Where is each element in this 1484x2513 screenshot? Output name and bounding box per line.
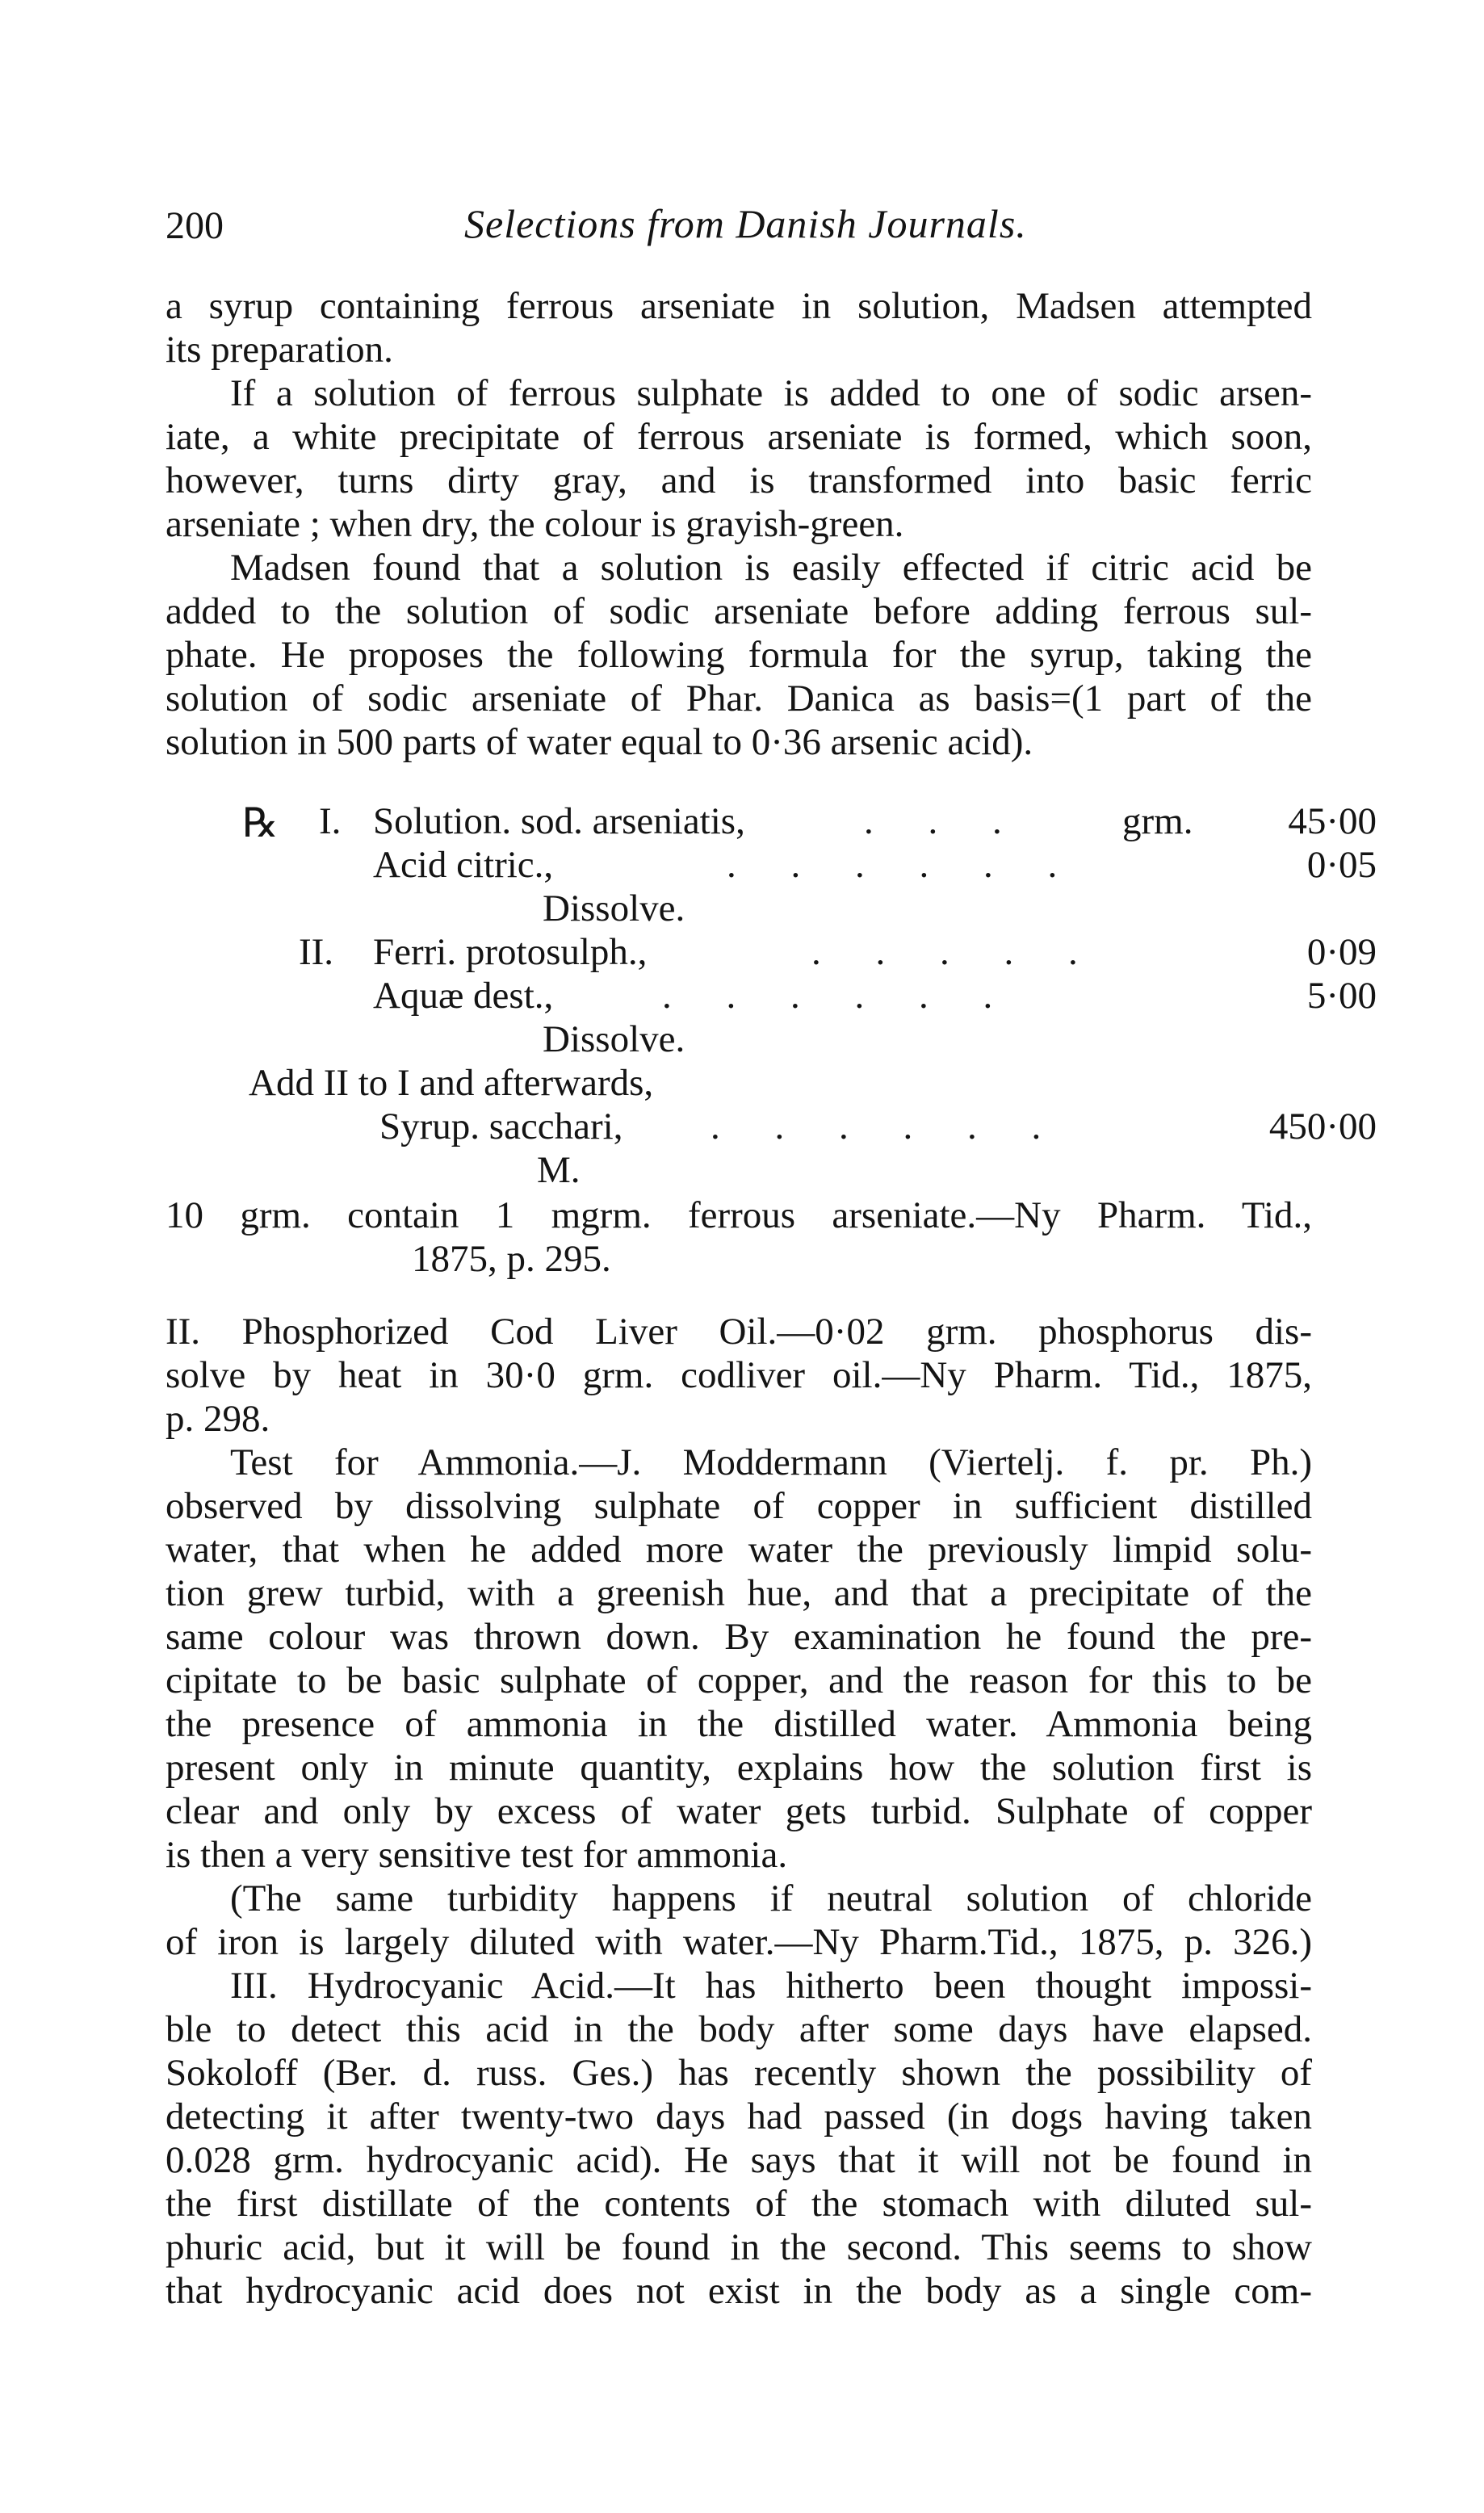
text-line: of iron is largely diluted with water.—Ny Pharm.Tid., 1875, p. 326.)	[166, 1921, 1312, 1963]
text-line: clear and only by excess of water gets turbid. Sulphate of copper	[166, 1790, 1312, 1832]
text-line: 10 grm. contain 1 mgrm. ferrous arseniate.—Ny Pharm. Tid.,	[166, 1194, 1312, 1236]
text-line: present only in minute quantity, explains how the solution first is	[166, 1747, 1312, 1789]
recipe-instruction: M.	[537, 1149, 581, 1191]
recipe-item: Aquæ dest.,	[373, 975, 554, 1017]
recipe-item: Ferri. protosulph.,	[373, 931, 648, 973]
text-line: observed by dissolving sulphate of copper in sufficient distilled	[166, 1485, 1312, 1527]
recipe-amount: 5·00	[1306, 975, 1377, 1017]
text-line: II. Phosphorized Cod Liver Oil.—0·02 grm. phosphorus dis-	[166, 1311, 1312, 1353]
text-line: same colour was thrown down. By examination he found the pre-	[166, 1616, 1312, 1658]
text-line: tion grew turbid, with a greenish hue, and that a precipitate of the	[166, 1572, 1312, 1614]
text-line: its preparation.	[166, 329, 393, 371]
text-line: iate, a white precipitate of ferrous arseniate is formed, which soon,	[166, 416, 1312, 458]
recipe-amount: 45·00	[1288, 800, 1377, 842]
text-line: cipitate to be basic sulphate of copper, and the reason for this to be	[166, 1659, 1312, 1701]
recipe-amount: 450·00	[1268, 1105, 1377, 1147]
text-line: the first distillate of the contents of the stomach with diluted sul-	[166, 2183, 1312, 2225]
text-line: Test for Ammonia.—J. Moddermann (Viertelj. f. pr. Ph.)	[230, 1441, 1312, 1483]
text-line: the presence of ammonia in the distilled water. Ammonia being	[166, 1703, 1312, 1745]
running-title: Selections from Danish Journals.	[464, 201, 1027, 246]
text-line: added to the solution of sodic arseniate before adding ferrous sul-	[166, 590, 1312, 632]
recipe-instruction: Add II to I and afterwards,	[249, 1062, 654, 1104]
leader-dots: . . . . . .	[662, 975, 1016, 1017]
recipe-item: Acid citric.,	[373, 844, 554, 886]
leader-dots: . . . . .	[811, 931, 1100, 973]
recipe-unit: grm.	[1122, 800, 1193, 842]
text-line: solution of sodic arseniate of Phar. Danica as basis=(1 part of the	[166, 678, 1312, 719]
text-line: Madsen found that a solution is easily effected if citric acid be	[230, 547, 1312, 589]
text-line: (The same turbidity happens if neutral solution of chloride	[230, 1877, 1312, 1919]
recipe-amount: 0·05	[1306, 844, 1377, 886]
text-line: phuric acid, but it will be found in the second. This seems to show	[166, 2226, 1312, 2268]
text-line: 0.028 grm. hydrocyanic acid). He says that it will not be found in	[166, 2139, 1312, 2181]
text-line: ble to detect this acid in the body after some days have elapsed.	[166, 2008, 1312, 2050]
text-line: solve by heat in 30·0 grm. codliver oil.—Ny Pharm. Tid., 1875,	[166, 1354, 1312, 1396]
text-line: If a solution of ferrous sulphate is added to one of sodic arsen-	[230, 372, 1312, 414]
leader-dots: . . .	[864, 800, 1025, 842]
text-line: arseniate ; when dry, the colour is grayish-green.	[166, 503, 904, 545]
text-line: water, that when he added more water the previously limpid solu-	[166, 1529, 1312, 1571]
recipe-instruction: Dissolve.	[543, 887, 685, 929]
page-number: 200	[166, 204, 224, 247]
text-line: is then a very sensitive test for ammonia.	[166, 1834, 788, 1876]
recipe-item: Syrup. sacchari,	[379, 1105, 623, 1147]
recipe-amount: 0·09	[1306, 931, 1377, 973]
text-line: that hydrocyanic acid does not exist in the body as a single com-	[166, 2270, 1312, 2312]
leader-dots: . . . . . .	[727, 844, 1080, 886]
recipe-symbol: ℞	[242, 800, 279, 845]
text-line: Sokoloff (Ber. d. russ. Ges.) has recently shown the possibility of	[166, 2052, 1312, 2094]
recipe-item: Solution. sod. arseniatis,	[373, 800, 745, 842]
text-line: phate. He proposes the following formula for the syrup, taking the	[166, 634, 1312, 676]
text-line: III. Hydrocyanic Acid.—It has hitherto been thought impossi-	[230, 1965, 1312, 2007]
text-line: a syrup containing ferrous arseniate in solution, Madsen attempted	[166, 285, 1312, 327]
text-line: detecting it after twenty-two days had passed (in dogs having taken	[166, 2096, 1312, 2138]
text-line: p. 298.	[166, 1398, 270, 1440]
text-line: 1875, p. 295.	[412, 1238, 611, 1280]
text-line: however, turns dirty gray, and is transformed into basic ferric	[166, 459, 1312, 501]
recipe-part-label: II.	[299, 931, 334, 973]
recipe-part-label: I.	[319, 800, 342, 842]
text-line: solution in 500 parts of water equal to 0·36 arsenic acid).	[166, 721, 1033, 763]
recipe-instruction: Dissolve.	[543, 1018, 685, 1060]
leader-dots: . . . . . .	[711, 1105, 1064, 1147]
